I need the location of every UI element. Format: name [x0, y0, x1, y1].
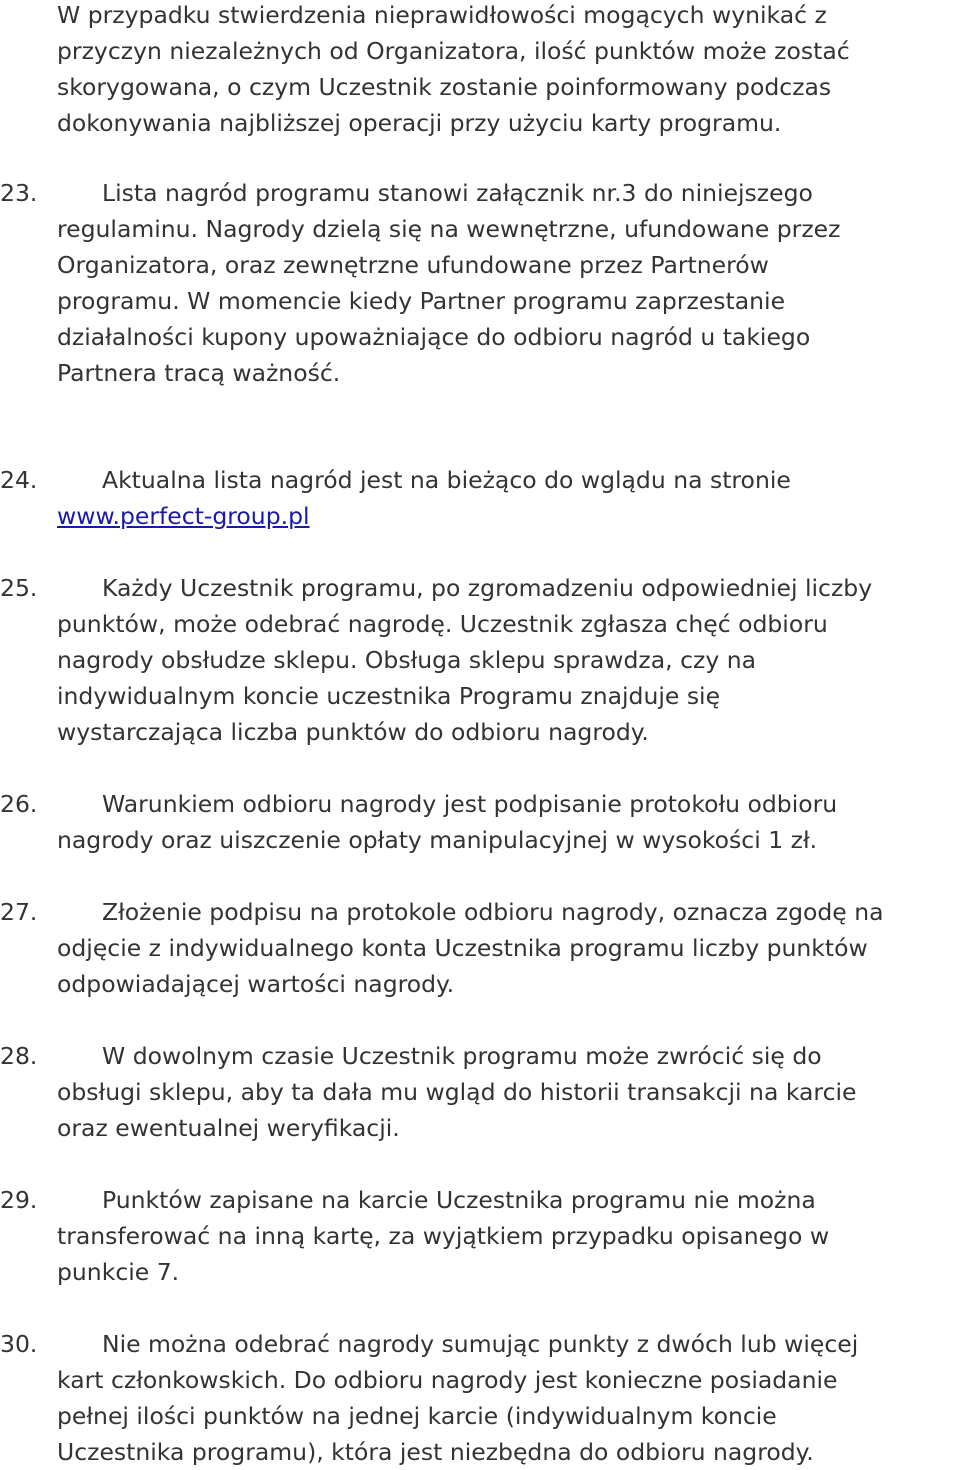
item-line: odjęcie z indywidualnego konta Uczestnika programu liczby punktów	[57, 934, 868, 962]
item-line: Lista nagród programu stanowi załącznik nr.3 do niniejszego	[102, 179, 813, 207]
item-number: 28.	[0, 1042, 38, 1070]
item-line: nagrody oraz uiszczenie opłaty manipulacyjnej w wysokości 1 zł.	[57, 826, 818, 854]
intro-line: dokonywania najbliższej operacji przy użyciu karty programu.	[57, 109, 782, 137]
item-line: Organizatora, oraz zewnętrzne ufundowane przez Partnerów	[57, 251, 769, 279]
item-line: regulaminu. Nagrody dzielą się na wewnętrzne, ufundowane przez	[57, 215, 841, 243]
intro-line: W przypadku stwierdzenia nieprawidłowości mogących wynikać z	[57, 1, 827, 29]
item-number: 29.	[0, 1186, 38, 1214]
item-number: 25.	[0, 574, 38, 602]
item-line: Złożenie podpisu na protokole odbioru nagrody, oznacza zgodę na	[102, 898, 884, 926]
item-number: 24.	[0, 466, 38, 494]
item-line: Nie można odebrać nagrody sumując punkty z dwóch lub więcej	[102, 1330, 859, 1358]
item-body	[57, 1326, 957, 1470]
item-line: odpowiadającej wartości nagrody.	[57, 970, 455, 998]
item-line: Punktów zapisane na karcie Uczestnika programu nie można	[102, 1186, 816, 1214]
item-line: Partnera tracą ważność.	[57, 359, 341, 387]
item-line: indywidualnym koncie uczestnika Programu znajduje się	[57, 682, 721, 710]
item-line: programu. W momencie kiedy Partner programu zaprzestanie	[57, 287, 786, 315]
item-line: Każdy Uczestnik programu, po zgromadzeniu odpowiedniej liczby	[102, 574, 873, 602]
item-line: W dowolnym czasie Uczestnik programu może zwrócić się do	[102, 1042, 822, 1070]
item-line: Aktualna lista nagród jest na bieżąco do wglądu na stronie	[102, 466, 791, 494]
item-body	[57, 462, 957, 534]
item-line: Warunkiem odbioru nagrody jest podpisanie protokołu odbioru	[102, 790, 838, 818]
item-body	[57, 570, 957, 750]
item-number: 26.	[0, 790, 38, 818]
website-link[interactable]: www.perfect-group.pl	[57, 502, 310, 530]
intro-line: skorygowana, o czym Uczestnik zostanie poinformowany podczas	[57, 73, 832, 101]
item-line: działalności kupony upoważniające do odbioru nagród u takiego	[57, 323, 811, 351]
item-line: punktów, może odebrać nagrodę. Uczestnik zgłasza chęć odbioru	[57, 610, 828, 638]
item-line: kart członkowskich. Do odbioru nagrody jest konieczne posiadanie	[57, 1366, 838, 1394]
item-line: nagrody obsłudze sklepu. Obsługa sklepu sprawdza, czy na	[57, 646, 757, 674]
intro-paragraph	[57, 0, 937, 141]
item-line: Uczestnika programu), która jest niezbędna do odbioru nagrody.	[57, 1438, 814, 1466]
item-body	[57, 786, 957, 858]
item-line: transferować na inną kartę, za wyjątkiem przypadku opisanego w	[57, 1222, 830, 1250]
item-line: wystarczająca liczba punktów do odbioru nagrody.	[57, 718, 649, 746]
link-line	[57, 498, 957, 534]
intro-line: przyczyn niezależnych od Organizatora, ilość punktów może zostać	[57, 37, 850, 65]
item-body	[57, 1182, 957, 1290]
item-number: 27.	[0, 898, 38, 926]
item-number: 30.	[0, 1330, 38, 1358]
item-body	[57, 1038, 957, 1146]
item-number: 23.	[0, 179, 38, 207]
item-body	[57, 894, 957, 1002]
item-line: obsługi sklepu, aby ta dała mu wgląd do historii transakcji na karcie	[57, 1078, 857, 1106]
item-line: pełnej ilości punktów na jednej karcie (indywidualnym koncie	[57, 1402, 777, 1430]
item-body	[57, 175, 957, 391]
item-line: oraz ewentualnej weryfikacji.	[57, 1114, 400, 1142]
item-line: punkcie 7.	[57, 1258, 180, 1286]
